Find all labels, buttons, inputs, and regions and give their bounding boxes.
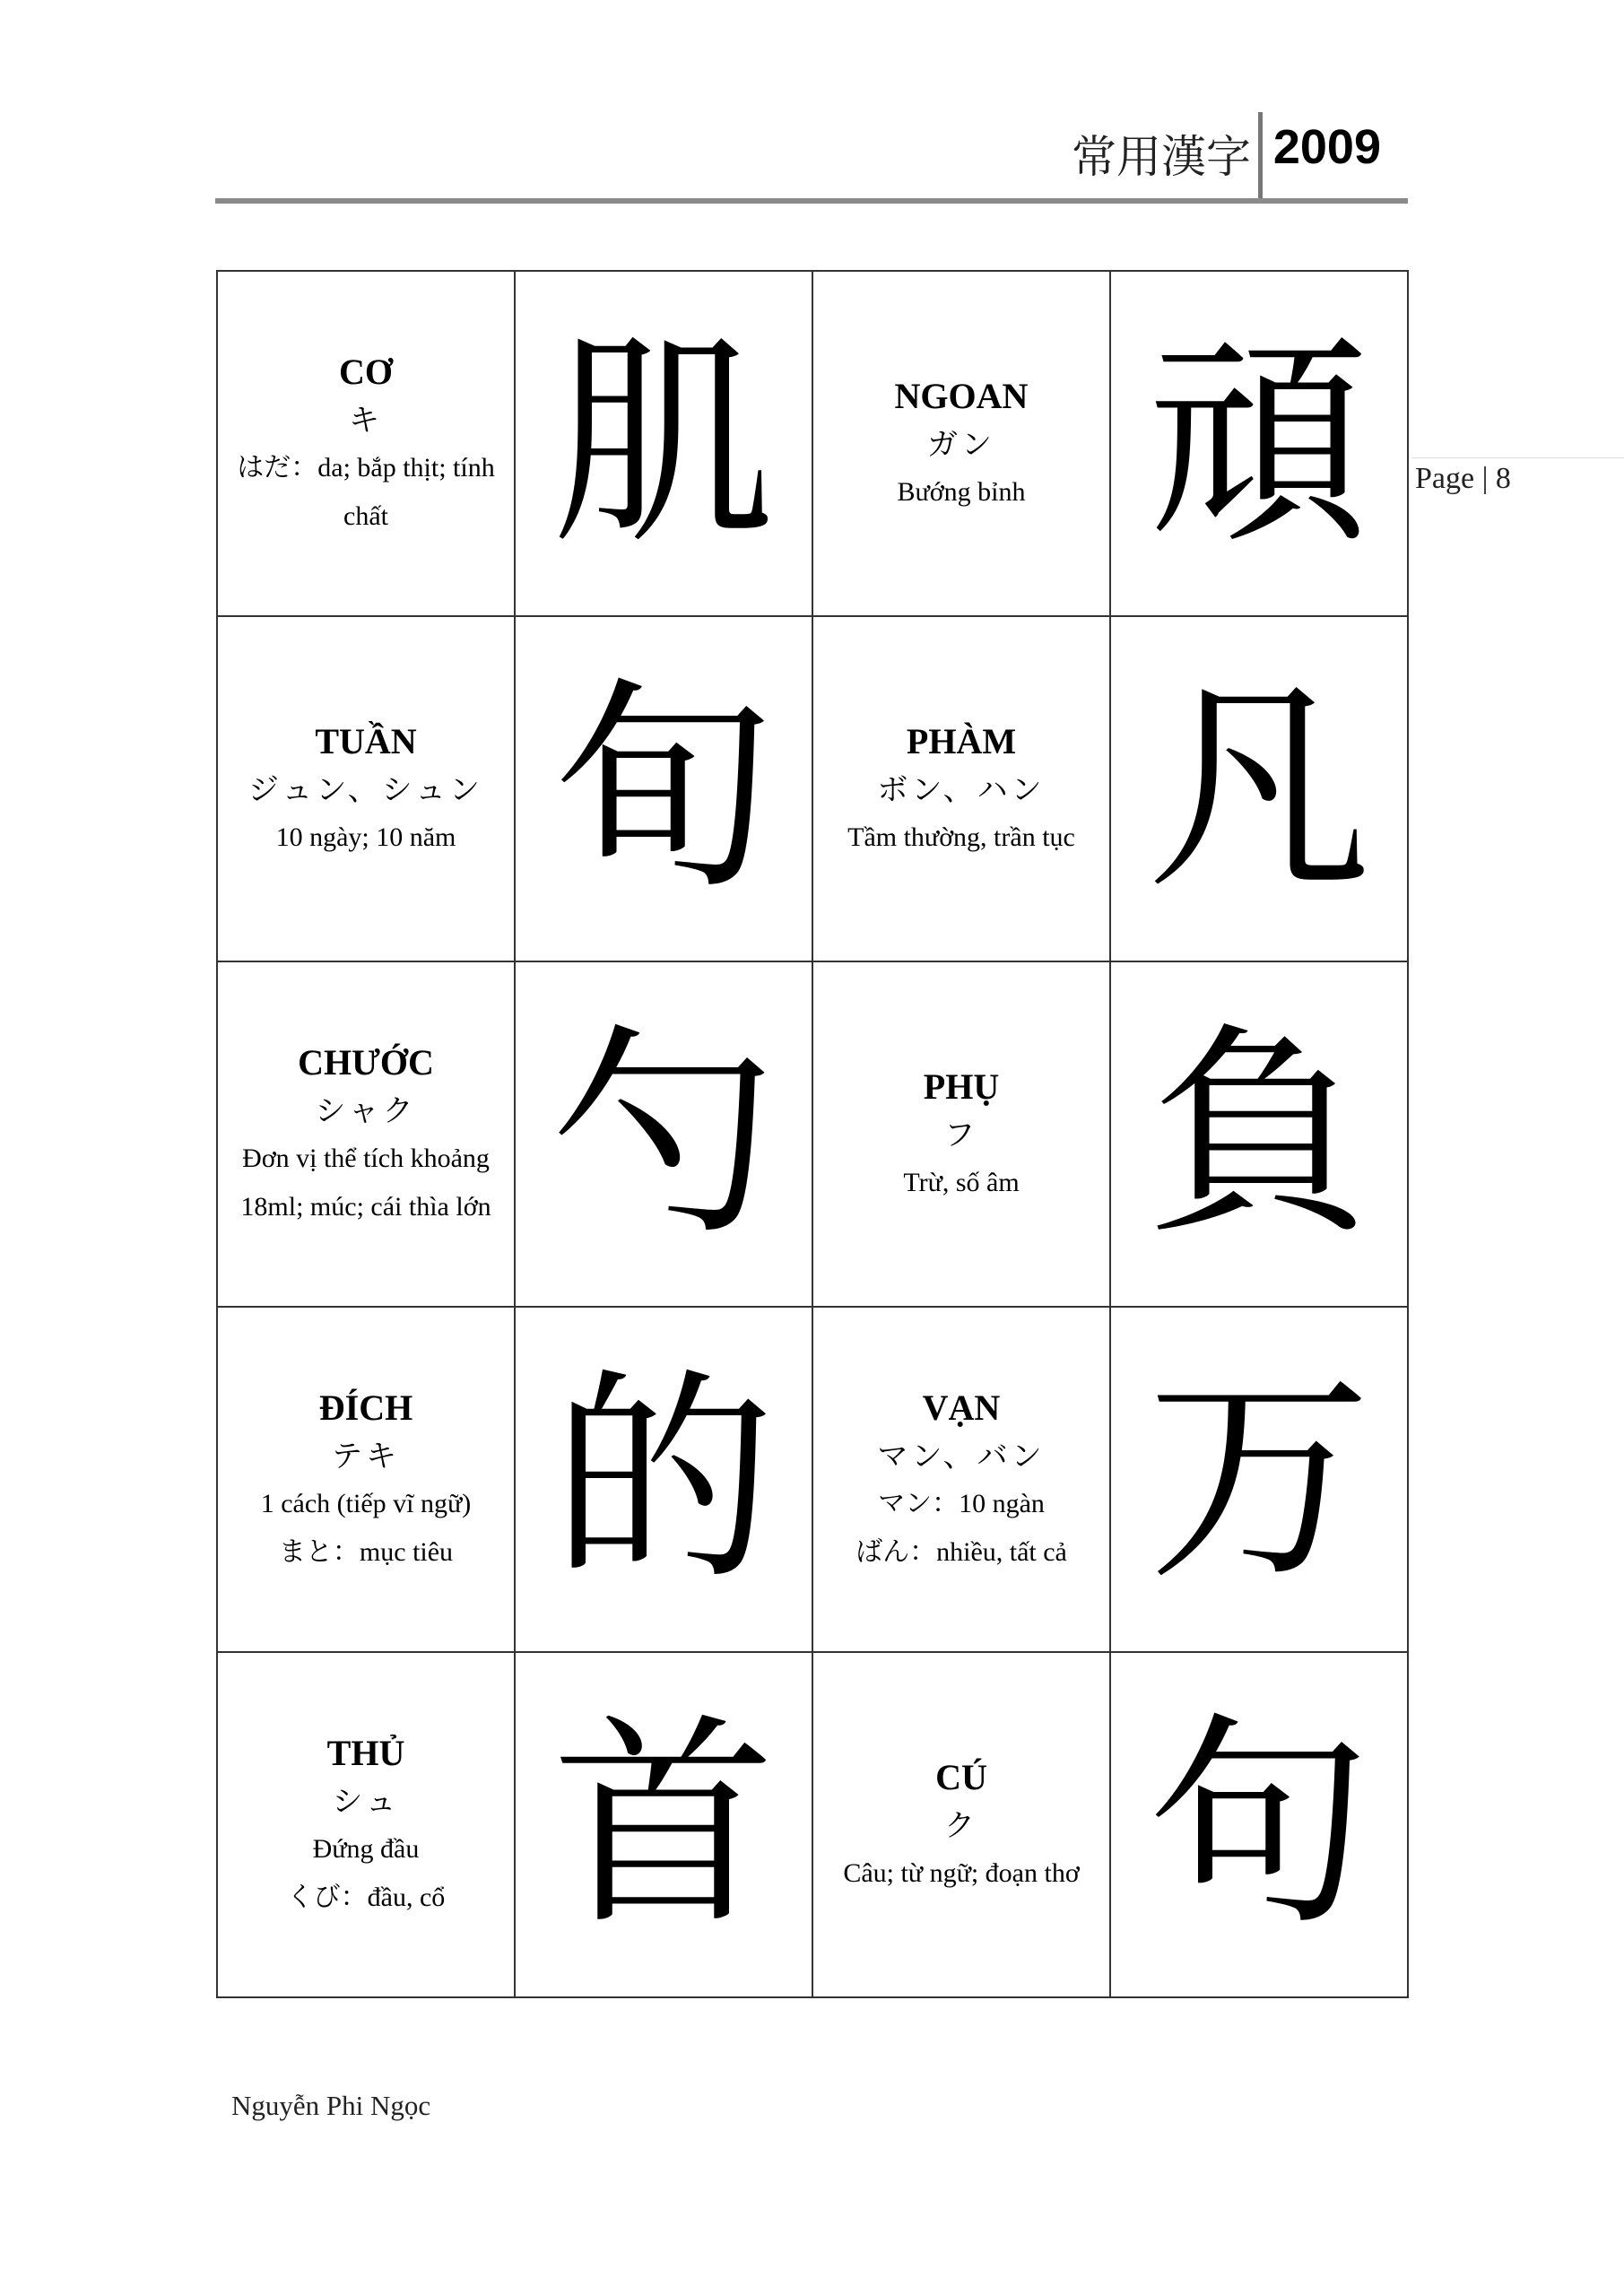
card-row [217, 1652, 1408, 1997]
entry-reading: ク [944, 1807, 978, 1844]
entry-info-cell [217, 271, 515, 616]
kanji-character: 万 [1147, 1348, 1371, 1610]
entry-info-cell [812, 1307, 1110, 1652]
entry-meaning: 1 cách (tiếp vĩ ngữ) [260, 1488, 472, 1518]
entry-reading: フ [944, 1117, 978, 1153]
kanji-cell [1110, 271, 1408, 616]
entry-info-cell [217, 961, 515, 1307]
entry-meaning: Bướng bỉnh [897, 476, 1026, 507]
entry-reading: ボン、ハン [877, 771, 1046, 808]
entry-meaning: くび：đầu, cổ [286, 1882, 446, 1912]
kanji-character: 凡 [1147, 657, 1371, 919]
entry-info-cell [812, 616, 1110, 961]
kanji-cell [1110, 961, 1408, 1307]
kanji-character: 的 [551, 1348, 776, 1610]
kanji-cell [515, 961, 812, 1307]
page-number-rule [1411, 457, 1624, 458]
entry-reading: シュ [332, 1783, 400, 1820]
kanji-cell [515, 1307, 812, 1652]
entry-meaning: Câu; từ ngữ; đoạn thơ [843, 1857, 1080, 1888]
entry-name: ĐÍCH [318, 1387, 413, 1428]
kanji-character: 負 [1147, 1003, 1371, 1265]
kanji-cell [515, 616, 812, 961]
kanji-character: 頑 [1147, 312, 1371, 574]
entry-meaning: マン：10 ngàn [878, 1488, 1045, 1518]
entry-reading: ジュン、シュン [248, 771, 483, 808]
card-row [217, 616, 1408, 961]
entry-name: NGOAN [894, 375, 1029, 416]
entry-name: TUẦN [315, 720, 417, 761]
entry-meaning: ばん：nhiều, tất cả [855, 1536, 1067, 1567]
entry-meaning: はだ：da; bắp thịt; tính chất [237, 452, 495, 531]
entry-reading: マン、バン [877, 1438, 1046, 1474]
entry-meaning: Trừ, số âm [903, 1167, 1020, 1197]
entry-name: THỦ [326, 1732, 405, 1773]
kanji-cell [1110, 1652, 1408, 1997]
entry-meaning: Đơn vị thể tích khoảng 18ml; múc; cái thìa lớn [240, 1143, 491, 1222]
entry-info-cell [217, 1307, 515, 1652]
kanji-character: 肌 [551, 312, 776, 574]
entry-reading: ガン [927, 426, 995, 463]
footer-author: Nguyễn Phi Ngọc [231, 2090, 431, 2121]
header-title: 常用漢字 [1072, 131, 1251, 183]
entry-name: CÚ [935, 1756, 987, 1797]
entry-reading: テキ [332, 1438, 400, 1474]
kanji-character: 句 [1147, 1693, 1371, 1955]
card-row [217, 961, 1408, 1307]
entry-meaning: 10 ngày; 10 năm [275, 822, 456, 852]
kanji-cell [1110, 1307, 1408, 1652]
entry-info-cell [217, 1652, 515, 1997]
header-separator [1258, 112, 1263, 202]
entry-name: CHƯỚC [298, 1041, 434, 1083]
entry-name: PHÀM [906, 720, 1017, 761]
entry-meaning: Tầm thường, trần tục [847, 822, 1075, 852]
kanji-cell [515, 271, 812, 616]
kanji-character: 首 [551, 1693, 776, 1955]
entry-meaning: まと：mục tiêu [278, 1536, 454, 1567]
page-header [215, 112, 1408, 202]
kanji-card-grid [216, 270, 1409, 1998]
entry-info-cell [217, 616, 515, 961]
entry-reading: キ [349, 402, 383, 439]
entry-name: CƠ [339, 351, 393, 392]
card-row [217, 271, 1408, 616]
entry-name: VẠN [922, 1387, 1001, 1428]
kanji-character: 旬 [551, 657, 776, 919]
entry-info-cell [812, 271, 1110, 616]
entry-reading: シャク [315, 1092, 417, 1129]
kanji-cell [1110, 616, 1408, 961]
kanji-cell [515, 1652, 812, 1997]
header-rule [215, 198, 1408, 204]
page-number: Page | 8 [1415, 462, 1511, 495]
card-row [217, 1307, 1408, 1652]
entry-name: PHỤ [923, 1065, 1000, 1107]
entry-info-cell [812, 1652, 1110, 1997]
kanji-character: 勺 [551, 1003, 776, 1265]
header-year: 2009 [1272, 120, 1381, 174]
entry-meaning: Đứng đầu [312, 1833, 420, 1864]
entry-info-cell [812, 961, 1110, 1307]
